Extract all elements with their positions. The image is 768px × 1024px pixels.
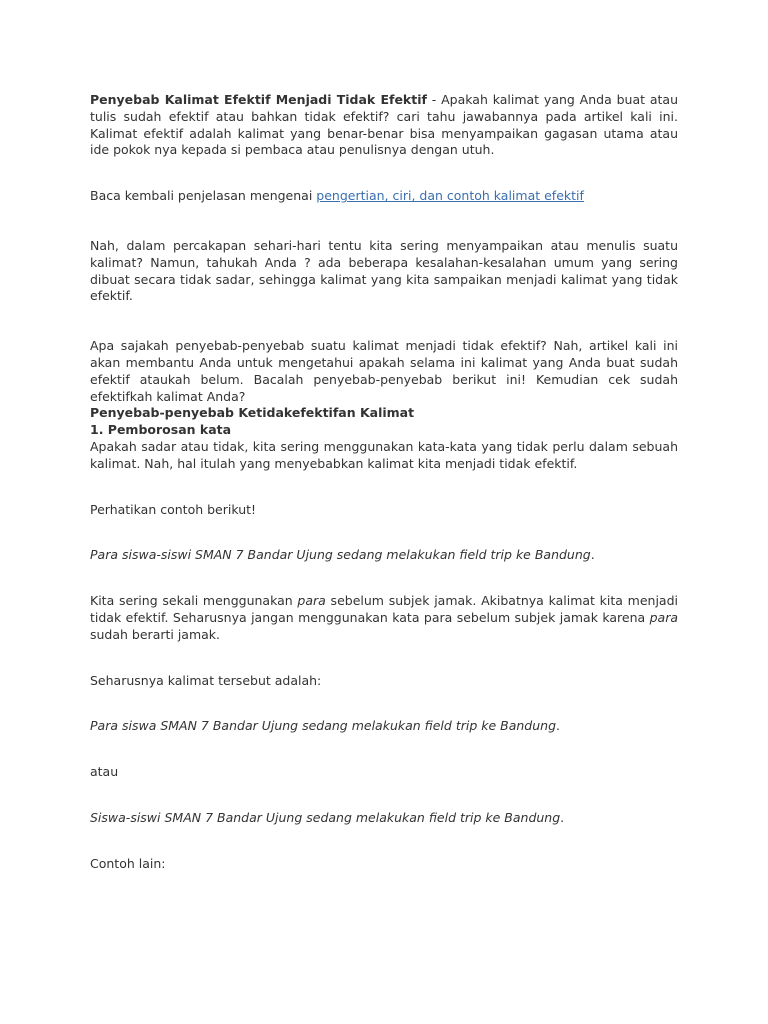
other-example: Contoh lain: xyxy=(90,855,166,871)
example-1-text: Para siswa-siswi SMAN 7 Bandar Ujung sedang melakukan field trip ke Bandung xyxy=(90,547,591,563)
example-3 xyxy=(90,810,678,827)
example-1 xyxy=(90,547,678,564)
read-more-prefix: Baca kembali penjelasan mengenai xyxy=(90,188,317,204)
example-2 xyxy=(90,718,678,735)
section-subheading: 1. Pemborosan kata xyxy=(90,422,232,438)
intro-title: Penyebab Kalimat Efektif Menjadi Tidak Efektif xyxy=(90,92,427,107)
example-3-text: Siswa-siswi SMAN 7 Bandar Ujung sedang melakukan field trip ke Bandung xyxy=(90,809,561,825)
example-1-end: . xyxy=(590,547,595,563)
explanation-part2: sebelum subjek jamak. Akibatnya kalimat kita menjadi tidak efektif. Seharusnya jangan menggunakan kata para sebelum subjek jamak karena xyxy=(90,593,678,625)
paragraph-2: Nah, dalam percakapan sehari-hari tentu kita sering menyampaikan atau menulis suatu kalimat? Namun, tahukah Anda ? ada beberapa kesalahan-kesalahan umum yang sering dibuat secara tidak sadar, sehingga kalimat yang kita sampaikan menjadi kalimat yang tidak efektif. xyxy=(90,237,678,304)
section-heading: Penyebab-penyebab Ketidakefektifan Kalimat xyxy=(90,405,415,421)
example-2-text: Para siswa SMAN 7 Bandar Ujung sedang melakukan field trip ke Bandung xyxy=(90,718,557,734)
example-2-end: . xyxy=(556,718,560,734)
explanation-part1: Kita sering sekali menggunakan xyxy=(90,593,298,609)
document-page xyxy=(90,92,678,873)
paragraph-3: Apa sajakah penyebab-penyebab suatu kalimat menjadi tidak efektif? Nah, artikel kali ini akan membantu Anda untuk mengetahui apakah selama ini kalimat yang Anda buat sudah efektif ataukah belum. Bacalah penyebab-penyebab berikut ini! Kemudian cek sudah efektifkah kalimat Anda? xyxy=(90,338,678,404)
read-more-link[interactable]: pengertian, ciri, dan contoh kalimat efektif xyxy=(316,188,584,204)
explanation-paragraph xyxy=(90,593,678,643)
read-more-paragraph xyxy=(90,188,678,205)
example-3-end: . xyxy=(560,809,565,825)
intro-paragraph xyxy=(90,92,678,159)
explanation-para-2: para xyxy=(649,609,678,625)
or-word: atau xyxy=(90,764,119,780)
explanation-part3: sudah berarti jamak. xyxy=(90,626,221,642)
should-be: Seharusnya kalimat tersebut adalah: xyxy=(90,672,322,688)
section-text: Apakah sadar atau tidak, kita sering menggunakan kata-kata yang tidak perlu dalam sebuah kalimat. Nah, hal itulah yang menyebabkan kalimat kita menjadi tidak efektif. xyxy=(90,438,678,471)
explanation-para-1: para xyxy=(297,593,326,609)
example-intro: Perhatikan contoh berikut! xyxy=(90,501,257,517)
intro-text: - Apakah kalimat yang Anda buat atau tulis sudah efektif atau bahkan tidak efektif? cari tahu jawabannya pada artikel kali ini. Kalimat efektif adalah kalimat yang benar-benar bisa menyampaikan gagasan utama atau ide pokok nya kepada si pembaca atau penulisnya dengan utuh. xyxy=(90,92,678,158)
